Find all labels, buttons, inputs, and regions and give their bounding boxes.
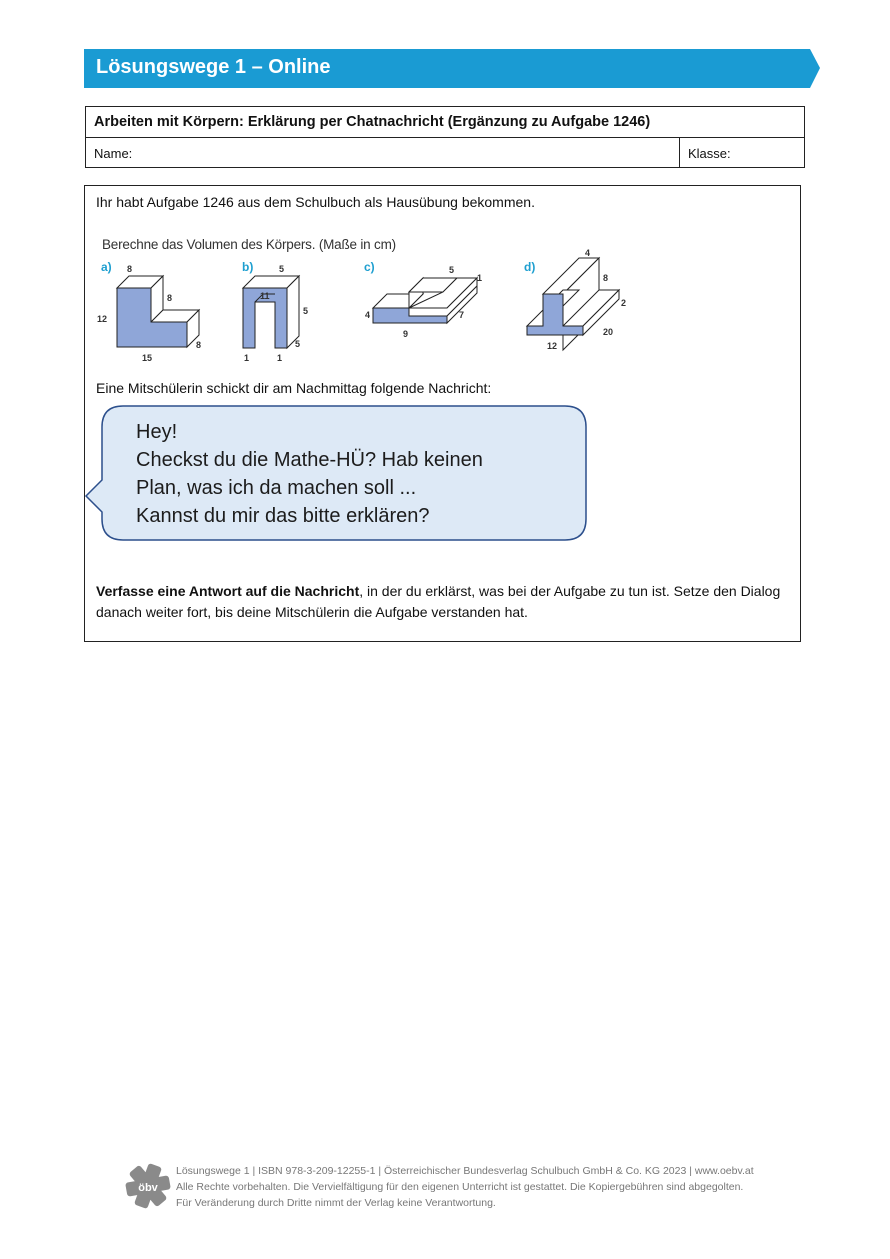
dim-c-3: 4 xyxy=(365,310,371,320)
dim-b-5: 1 xyxy=(244,353,250,363)
logo-text: öbv xyxy=(138,1182,158,1194)
dim-d-2: 8 xyxy=(603,273,609,283)
worksheet-title: Arbeiten mit Körpern: Erklärung per Chatnachricht (Ergänzung zu Aufgabe 1246) xyxy=(86,107,804,138)
dim-b-2: 11 xyxy=(260,291,270,301)
dim-c-4: 9 xyxy=(403,329,409,339)
message-intro: Eine Mitschülerin schickt dir am Nachmittag folgende Nachricht: xyxy=(96,380,492,396)
dim-a-5: 8 xyxy=(196,340,202,350)
figure-b xyxy=(242,260,308,363)
chat-line: Kannst du mir das bitte erklären? xyxy=(136,505,430,527)
chat-line: Hey! xyxy=(136,421,178,443)
chat-message xyxy=(136,418,483,530)
banner-title: Lösungswege 1 – Online xyxy=(96,56,331,78)
dim-a-3: 12 xyxy=(97,314,108,324)
dim-b-6: 1 xyxy=(277,353,283,363)
dim-c-5: 7 xyxy=(459,310,465,320)
dim-a-2: 8 xyxy=(167,293,173,303)
name-field[interactable]: Name: xyxy=(86,138,680,168)
dim-a-4: 15 xyxy=(142,353,153,363)
answer-instruction xyxy=(96,581,786,623)
dim-b-4: 5 xyxy=(295,339,301,349)
dim-d-4: 20 xyxy=(603,327,614,337)
task-intro: Ihr habt Aufgabe 1246 aus dem Schulbuch als Hausübung bekommen. xyxy=(96,194,535,210)
figure-c xyxy=(364,260,482,339)
answer-instruction-bold: Verfasse eine Antwort auf die Nachricht xyxy=(96,583,360,599)
publisher-logo xyxy=(125,1162,171,1210)
figure-a xyxy=(97,260,201,363)
figure-d-label: d) xyxy=(524,260,536,274)
class-field[interactable]: Klasse: xyxy=(688,146,731,161)
worksheet-header-table xyxy=(85,106,805,168)
chat-line: Plan, was ich da machen soll ... xyxy=(136,477,417,499)
figure-c-label: c) xyxy=(364,260,375,274)
task-box xyxy=(84,185,801,642)
figure-b-label: b) xyxy=(242,260,254,274)
chat-line: Checkst du die Mathe-HÜ? Hab keinen xyxy=(136,449,483,471)
footer-text xyxy=(176,1163,754,1211)
dim-b-3: 5 xyxy=(303,306,309,316)
dim-d-3: 2 xyxy=(621,298,627,308)
answer-instruction-rest: , in der du erklärst, was bei der Aufgabe zu tun ist. Setze den Dialog danach weiter fort, bis deine Mitschülerin die Aufgabe verstanden hat. xyxy=(96,583,781,620)
figure-a-label: a) xyxy=(101,260,112,274)
header-banner xyxy=(84,49,820,88)
figure-title: Berechne das Volumen des Körpers. (Maße in cm) xyxy=(102,237,396,252)
dim-d-1: 4 xyxy=(585,248,591,258)
dim-a-1: 8 xyxy=(127,264,133,274)
footer-line-3: Für Veränderung durch Dritte nimmt der Verlag keine Verantwortung. xyxy=(176,1197,496,1209)
figure-d xyxy=(524,248,626,351)
solid-figures xyxy=(97,248,657,376)
dim-c-1: 5 xyxy=(449,265,455,275)
footer-line-1: Lösungswege 1 | ISBN 978-3-209-12255-1 | Österreichischer Bundesverlag Schulbuch GmbH & Co. KG 2023 | www.oebv.at xyxy=(176,1165,754,1177)
footer-line-2: Alle Rechte vorbehalten. Die Vervielfältigung für den eigenen Unterricht ist gestattet. Die Kopiergebühren sind abgegolten. xyxy=(176,1181,744,1193)
dim-d-5: 12 xyxy=(547,341,558,351)
dim-c-2: 1 xyxy=(477,273,483,283)
dim-b-1: 5 xyxy=(279,264,285,274)
